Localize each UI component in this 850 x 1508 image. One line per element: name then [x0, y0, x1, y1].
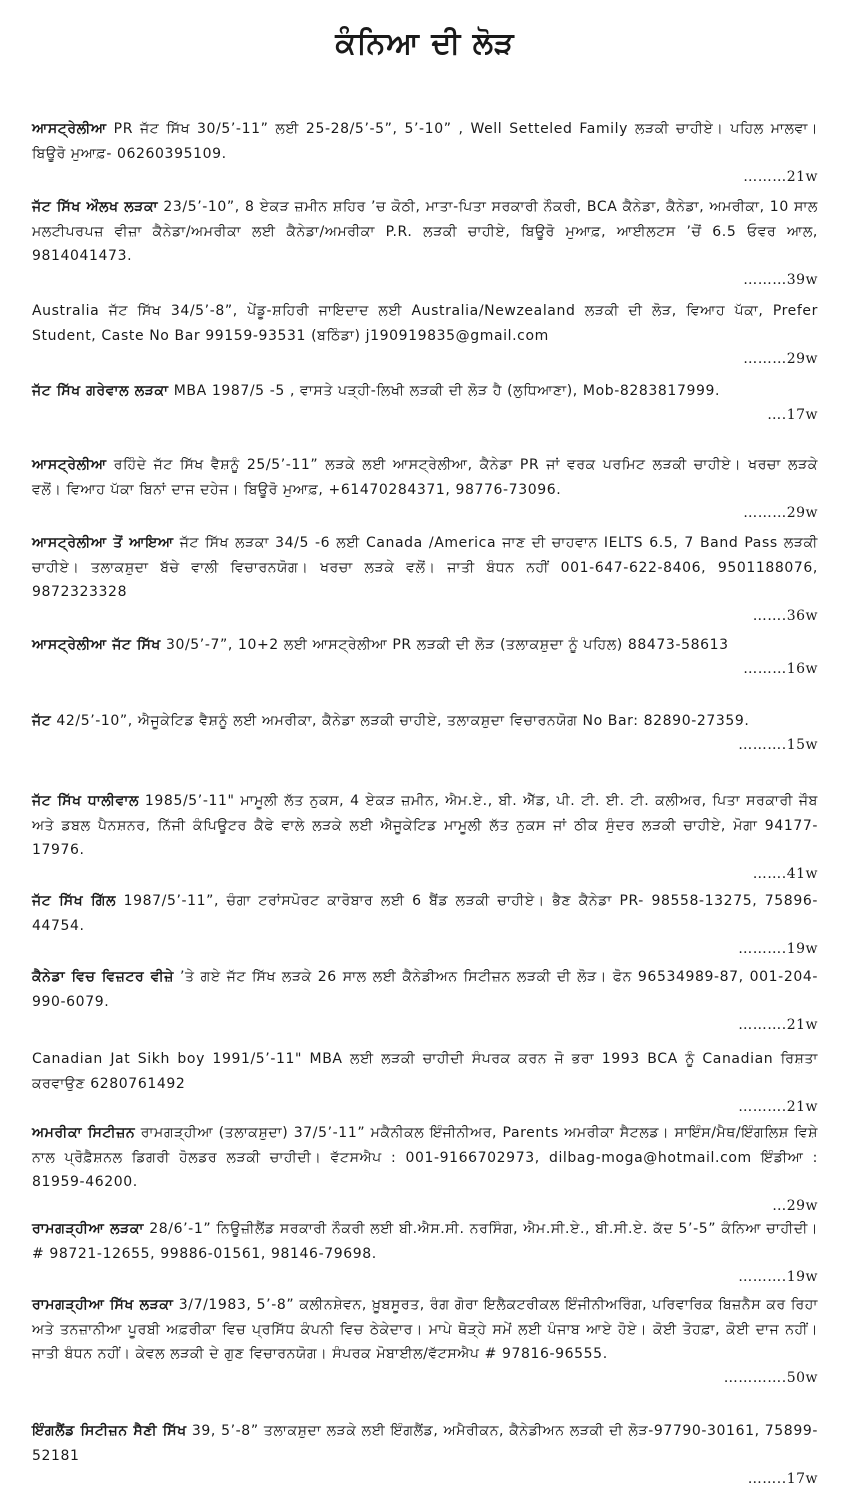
ad-body: 39, 5’-8” ਤਲਾਕਸ਼ੁਦਾ ਲੜਕੇ ਲਈ ਇੰਗਲੈਂਡ, ਅਮੈਰੀਕਨ, ਕੈਨੇਡੀਅਨ ਲੜਕੀ ਦੀ ਲੋੜ-97790-30161, 75899-52181 [32, 1423, 818, 1464]
ad-item [32, 117, 818, 188]
ad-ref: ………29w [743, 351, 818, 367]
ad-item [32, 1293, 818, 1389]
ad-body: ਰਹਿੰਦੇ ਜੱਟ ਸਿੱਖ ਵੈਸ਼ਨੂੰ 25/5’-11” ਲੜਕੇ ਲਈ ਆਸਟ੍ਰੇਲੀਆ, ਕੈਨੇਡਾ PR ਜਾਂ ਵਰਕ ਪਰਮਿਟ ਲੜਕੀ ਚਾਹੀਏ। ਖਰਚਾ ਲੜਕੇ ਵਲੋਂ। ਵਿਆਹ ਪੱਕਾ ਬਿਨਾਂ ਦਾਜ ਦਹੇਜ। ਬਿਊਰੋ ਮੁਆਫ਼, +61470284371, 98776-73096. [32, 457, 818, 498]
ad-text [32, 1047, 818, 1096]
ad-item [32, 379, 818, 426]
ad-lead: ਜੱਟ ਸਿੱਖ ਔਲਖ ਲੜਕਾ [32, 199, 159, 215]
ad-lead: ਇੰਗਲੈਂਡ ਸਿਟੀਜ਼ਨ ਸੈਣੀ ਸਿੱਖ [32, 1423, 187, 1439]
ad-text [32, 1217, 818, 1266]
ad-text [32, 453, 818, 502]
ad-item [32, 965, 818, 1036]
ad-body: ’ਤੇ ਗਏ ਜੱਟ ਸਿੱਖ ਲੜਕੇ 26 ਸਾਲ ਲਈ ਕੈਨੇਡੀਅਨ ਸਿਟੀਜ਼ਨ ਲੜਕੀ ਦੀ ਲੋੜ। ਫੋਨ 96534989-87, 001-204-990-6079. [32, 969, 819, 1010]
ad-lead: ਰਾਮਗੜ੍ਹੀਆ ਸਿੱਖ ਲੜਕਾ [32, 1297, 174, 1313]
ad-ref: …….36w [752, 607, 818, 624]
ad-body: ਰਾਮਗੜ੍ਹੀਆ (ਤਲਾਕਸ਼ੁਦਾ) 37/5’-11” ਮਕੈਨੀਕਲ ਇੰਜੀਨੀਅਰ, Parents ਅਮਰੀਕਾ ਸੈਟਲਡ। ਸਾਇੰਸ/ਮੈਥ/ਇੰਗਲਿਸ਼ ਵਿਸ਼ੇ ਨਾਲ ਪ੍ਰੋਫ਼ੈਸ਼ਨਲ ਡਿਗਰੀ ਹੋਲਡਰ ਲੜਕੀ ਚਾਹੀਦੀ। ਵੱਟਸਐਪ : 001-9166702973, dilbag-moga@hotmail.com ਇੰਡੀਆ : 81959-46200. [32, 1125, 818, 1190]
ad-lead: ਆਸਟ੍ਰੇਲੀਆ [32, 121, 107, 137]
ad-text [32, 379, 818, 404]
ad-ref: ………39w [743, 271, 818, 288]
ad-text [32, 299, 818, 348]
ad-lead: ਆਸਟ੍ਰੇਲੀਆ [32, 457, 107, 473]
ad-item [32, 1121, 818, 1217]
ad-lead: ਜੱਟ ਸਿੱਖ ਗਰੇਵਾਲ ਲੜਕਾ [32, 383, 169, 399]
ad-body: 28/6’-1” ਨਿਊਜ਼ੀਲੈਂਡ ਸਰਕਾਰੀ ਨੌਕਰੀ ਲਈ ਬੀ.ਐਸ.ਸੀ. ਨਰਸਿੰਗ, ਐਮ.ਸੀ.ਏ., ਬੀ.ਸੀ.ਏ. ਕੱਦ 5’-5” ਕੰਨਿਆ ਚਾਹੀਦੀ। # 98721-12655, 99886-01561, 98146-79698. [32, 1221, 818, 1262]
ad-text [32, 965, 818, 1014]
ad-item [32, 709, 818, 756]
ad-text [32, 1121, 818, 1195]
ad-text [32, 1293, 818, 1367]
ad-item [32, 1419, 818, 1490]
ad-ref: …….41w [752, 865, 818, 882]
ad-body: 1987/5’-11”, ਚੰਗਾ ਟਰਾਂਸਪੋਰਟ ਕਾਰੋਬਾਰ ਲਈ 6 ਬੈਂਡ ਲੜਕੀ ਚਾਹੀਏ। ਭੈਣ ਕੈਨੇਡਾ PR- 98558-13275, 75896-44754. [32, 893, 818, 934]
ad-ref: ………….50w [723, 1369, 818, 1386]
ad-body: MBA 1987/5 -5 , ਵਾਸਤੇ ਪੜ੍ਹੀ-ਲਿਖੀ ਲੜਕੀ ਦੀ ਲੋੜ ਹੈ (ਲੁਧਿਆਣਾ), Mob-8283817999. [168, 383, 721, 399]
ad-body: 1985/5’-11" ਮਾਮੂਲੀ ਲੱਤ ਨੁਕਸ, 4 ਏਕੜ ਜ਼ਮੀਨ, ਐਮ.ਏ., ਬੀ. ਐੱਡ, ਪੀ. ਟੀ. ਈ. ਟੀ. ਕਲੀਅਰ, ਪਿਤਾ ਸਰਕਾਰੀ ਜੌਬ ਅਤੇ ਡਬਲ ਪੈਨਸ਼ਨਰ, ਨਿੱਜੀ ਕੰਪਿਊਟਰ ਕੈਫੇ ਵਾਲੇ ਲੜਕੇ ਲਈ ਐਜੂਕੇਟਿਡ ਮਾਮੂਲੀ ਲੱਤ ਨੁਕਸ ਜਾਂ ਠੀਕ ਸੁੰਦਰ ਲੜਕੀ ਚਾਹੀਏ, ਮੋਗਾ 94177-17976. [32, 793, 818, 858]
ad-ref: ………29w [743, 505, 818, 521]
ad-ref: ……..17w [747, 1471, 818, 1487]
ad-ref: ……….15w [738, 736, 818, 753]
ad-lead: ਜੱਟ ਸਿੱਖ ਧਾਲੀਵਾਲ [32, 793, 140, 809]
ad-text [32, 531, 818, 605]
ad-lead: ਕੈਨੇਡਾ ਵਿਚ ਵਿਜ਼ਟਰ ਵੀਜ਼ੇ [32, 969, 175, 985]
ad-text [32, 889, 818, 938]
ad-ref: ……….21w [738, 1099, 818, 1115]
ad-ref: ………21w [743, 169, 818, 185]
ad-body: Australia ਜੱਟ ਸਿੱਖ 34/5’-8”, ਪੇਂਡੂ-ਸ਼ਹਿਰੀ ਜਾਇਦਾਦ ਲਈ Australia/Newzealand ਲੜਕੀ ਦੀ ਲੋੜ, ਵਿਆਹ ਪੱਕਾ, Prefer Student, Caste No Bar 99159-93531 (ਬਠਿੰਡਾ) j190919835@gmail.com [32, 303, 818, 344]
ad-ref: ……….19w [738, 1269, 818, 1285]
ad-item [32, 453, 818, 524]
ad-text [32, 1419, 818, 1468]
ad-lead: ਅਮਰੀਕਾ ਸਿਟੀਜ਼ਨ [32, 1125, 136, 1141]
ad-item [32, 1047, 818, 1118]
ad-item [32, 299, 818, 370]
ad-lead: ਆਸਟ੍ਰੇਲੀਆ ਜੱਟ ਸਿੱਖ [32, 637, 161, 653]
ad-item [32, 633, 818, 680]
ad-lead: ਆਸਟ੍ਰੇਲੀਆ ਤੋਂ ਆਇਆ [32, 535, 174, 551]
ad-item [32, 789, 818, 885]
ad-text [32, 117, 818, 166]
ad-text [32, 789, 818, 863]
ad-ref: ……….21w [738, 1017, 818, 1033]
ad-item [32, 195, 818, 291]
ad-body: 23/5’-10”, 8 ਏਕੜ ਜ਼ਮੀਨ ਸ਼ਹਿਰ ’ਚ ਕੋਠੀ, ਮਾਤਾ-ਪਿਤਾ ਸਰਕਾਰੀ ਨੌਕਰੀ, BCA ਕੈਨੇਡਾ, ਕੈਨੇਡਾ, ਅਮਰੀਕਾ, 10 ਸਾਲ ਮਲਟੀਪਰਪਜ਼ ਵੀਜ਼ਾ ਕੈਨੇਡਾ/ਅਮਰੀਕਾ ਲਈ ਕੈਨੇਡਾ/ਅਮਰੀਕਾ P.R. ਲੜਕੀ ਚਾਹੀਏ, ਬਿਊਰੋ ਮੁਆਫ਼, ਆਈਲਟਸ ’ਚੋਂ 6.5 ਓਵਰ ਆਲ, 9814041473. [32, 199, 819, 264]
ad-body: 3/7/1983, 5’-8” ਕਲੀਨਸ਼ੇਵਨ, ਖ਼ੂਬਸੂਰਤ, ਰੰਗ ਗੋਰਾ ਇਲੈਕਟਰੀਕਲ ਇੰਜੀਨੀਅਰਿੰਗ, ਪਰਿਵਾਰਿਕ ਬਿਜ਼ਨੈਸ ਕਰ ਰਿਹਾ ਅਤੇ ਤਨਜ਼ਾਨੀਆ ਪੂਰਬੀ ਅਫ਼ਰੀਕਾ ਵਿਚ ਪ੍ਰਸਿੱਧ ਕੰਪਨੀ ਵਿਚ ਠੇਕੇਦਾਰ। ਮਾਪੇ ਥੋੜ੍ਹੇ ਸਮੇਂ ਲਈ ਪੰਜਾਬ ਆਏ ਹੋਏ। ਕੋਈ ਤੋਹਫ਼ਾ, ਕੋਈ ਦਾਜ ਨਹੀਂ। ਜਾਤੀ ਬੰਧਨ ਨਹੀਂ। ਕੇਵਲ ਲੜਕੀ ਦੇ ਗੁਣ ਵਿਚਾਰਨਯੋਗ। ਸੰਪਰਕ ਮੋਬਾਈਲ/ਵੱਟਸਐਪ # 97816-96555. [32, 1297, 818, 1362]
ad-text [32, 633, 818, 658]
ad-lead: ਜੱਟ [32, 713, 52, 729]
ad-ref: …29w [772, 1197, 818, 1214]
ad-text [32, 709, 818, 734]
ad-ref: ………16w [743, 660, 818, 677]
ad-body: Canadian Jat Sikh boy 1991/5’-11" MBA ਲਈ ਲੜਕੀ ਚਾਹੀਦੀ ਸੰਪਰਕ ਕਰਨ ਜੋ ਭਰਾ 1993 BCA ਨੂੰ Canadian ਰਿਸ਼ਤਾ ਕਰਵਾਉਣ 6280761492 [32, 1051, 818, 1092]
ad-ref: ….17w [767, 406, 818, 423]
ad-item [32, 889, 818, 960]
ad-ref: ……….19w [738, 941, 818, 957]
ad-lead: ਰਾਮਗੜ੍ਹੀਆ ਲੜਕਾ [32, 1221, 145, 1237]
ad-body: 30/5’-7”, 10+2 ਲਈ ਆਸਟ੍ਰੇਲੀਆ PR ਲੜਕੀ ਦੀ ਲੋੜ (ਤਲਾਕਸ਼ੁਦਾ ਨੂੰ ਪਹਿਲ) 88473-58613 [160, 637, 729, 653]
ad-body: 42/5’-10”, ਐਜੂਕੇਟਿਡ ਵੈਸ਼ਨੂੰ ਲਈ ਅਮਰੀਕਾ, ਕੈਨੇਡਾ ਲੜਕੀ ਚਾਹੀਏ, ਤਲਾਕਸ਼ੁਦਾ ਵਿਚਾਰਨਯੋਗ No Bar: 82890-27359. [51, 713, 750, 729]
ad-lead: ਜੱਟ ਸਿੱਖ ਗਿੱਲ [32, 893, 117, 909]
ad-body: PR ਜੱਟ ਸਿੱਖ 30/5’-11” ਲਈ 25-28/5’-5”, 5’-10” , Well Setteled Family ਲੜਕੀ ਚਾਹੀਏ। ਪਹਿਲ ਮਾਲਵਾ। ਬਿਊਰੋ ਮੁਆਫ਼- 06260395109. [32, 121, 818, 162]
page-title: ਕੰਨਿਆ ਦੀ ਲੋੜ [335, 26, 515, 61]
ad-body: ਜੱਟ ਸਿੱਖ ਲੜਕਾ 34/5 -6 ਲਈ Canada /America ਜਾਣ ਦੀ ਚਾਹਵਾਨ IELTS 6.5, 7 Band Pass ਲੜਕੀ ਚਾਹੀਏ। ਤਲਾਕਸ਼ੁਦਾ ਬੱਚੇ ਵਾਲੀ ਵਿਚਾਰਨਯੋਗ। ਖਰਚਾ ਲੜਕੇ ਵਲੋਂ। ਜਾਤੀ ਬੰਧਨ ਨਹੀਂ 001-647-622-8406, 9501188076, 9872323328 [32, 535, 818, 600]
ad-item [32, 531, 818, 627]
ad-item [32, 1217, 818, 1288]
ad-text [32, 195, 818, 269]
